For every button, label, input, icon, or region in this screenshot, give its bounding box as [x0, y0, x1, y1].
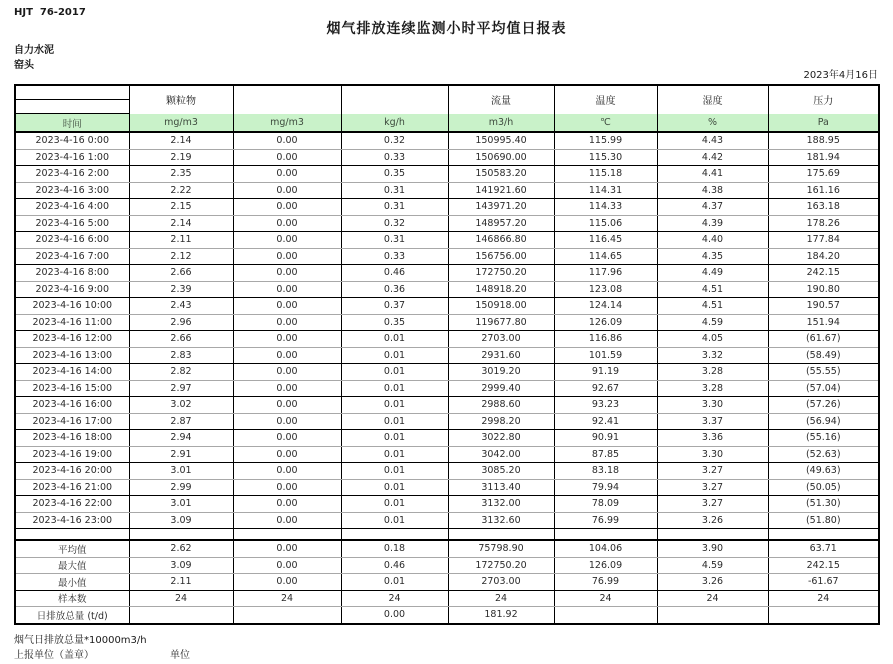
report-date: 2023年4月16日	[803, 70, 878, 81]
table-cell: 2.94	[129, 430, 233, 447]
col-header-flow: 流量	[448, 85, 554, 114]
table-cell: (61.67)	[768, 331, 879, 348]
summary-row	[15, 557, 879, 574]
table-cell: 2023-4-16 2:00	[15, 166, 129, 183]
table-cell: 2.82	[129, 364, 233, 381]
table-cell: 2023-4-16 6:00	[15, 232, 129, 249]
unit-header-row	[15, 114, 879, 133]
table-cell: 24	[768, 590, 879, 607]
table-cell: 0.00	[233, 281, 341, 298]
table-cell: 0.00	[233, 182, 341, 199]
summary-label: 平均值	[15, 540, 129, 557]
footer-note: 烟气日排放总量*10000m3/h	[14, 635, 147, 646]
table-cell: 78.09	[554, 496, 657, 513]
table-cell: 2.35	[129, 166, 233, 183]
summary-label: 样本数	[15, 590, 129, 607]
table-cell: 0.00	[233, 540, 341, 557]
unit-label: 单位	[170, 650, 190, 661]
table-cell: 2.87	[129, 413, 233, 430]
summary-row	[15, 607, 879, 624]
table-cell: 0.01	[341, 364, 448, 381]
table-cell: 116.45	[554, 232, 657, 249]
table-cell: 126.09	[554, 314, 657, 331]
table-cell: 0.00	[233, 557, 341, 574]
table-cell: 2988.60	[448, 397, 554, 414]
table-cell: 0.01	[341, 397, 448, 414]
table-cell: 0.00	[233, 199, 341, 216]
table-row	[15, 166, 879, 183]
table-cell	[233, 607, 341, 624]
table-cell: 4.40	[657, 232, 768, 249]
table-cell: 76.99	[554, 512, 657, 529]
company-name: 自力水泥	[14, 45, 54, 56]
unit-cell: m3/h	[448, 114, 554, 133]
table-cell: 4.42	[657, 149, 768, 166]
table-cell: 2.66	[129, 331, 233, 348]
table-cell: 115.99	[554, 132, 657, 149]
table-cell: 76.99	[554, 574, 657, 591]
table-cell: 3.26	[657, 512, 768, 529]
unit-cell: kg/h	[341, 114, 448, 133]
table-cell: 0.01	[341, 479, 448, 496]
table-cell: 0.00	[233, 463, 341, 480]
table-cell: 0.37	[341, 298, 448, 315]
table-row	[15, 347, 879, 364]
table-cell: 2931.60	[448, 347, 554, 364]
table-cell: (51.80)	[768, 512, 879, 529]
summary-row	[15, 540, 879, 557]
table-cell: 0.00	[233, 430, 341, 447]
col-header-time: 时间	[15, 114, 129, 133]
table-cell: 2023-4-16 12:00	[15, 331, 129, 348]
table-cell: 2.97	[129, 380, 233, 397]
table-cell: 242.15	[768, 265, 879, 282]
table-cell	[129, 607, 233, 624]
table-cell	[15, 85, 129, 100]
table-cell: 2.14	[129, 132, 233, 149]
table-cell: 0.33	[341, 248, 448, 265]
table-row	[15, 397, 879, 414]
table-cell: 3.30	[657, 446, 768, 463]
table-cell: 2023-4-16 7:00	[15, 248, 129, 265]
table-cell: 2998.20	[448, 413, 554, 430]
table-cell: 2023-4-16 21:00	[15, 479, 129, 496]
table-row	[15, 446, 879, 463]
table-row	[15, 413, 879, 430]
table-cell: 2023-4-16 3:00	[15, 182, 129, 199]
table-cell: 2.39	[129, 281, 233, 298]
table-cell: 178.26	[768, 215, 879, 232]
table-cell: 2023-4-16 15:00	[15, 380, 129, 397]
table-cell: 2.91	[129, 446, 233, 463]
table-row	[15, 364, 879, 381]
table-row	[15, 232, 879, 249]
table-cell: 0.31	[341, 199, 448, 216]
table-cell	[768, 607, 879, 624]
table-cell: 0.00	[233, 166, 341, 183]
table-cell: 0.00	[233, 446, 341, 463]
table-cell: 0.01	[341, 512, 448, 529]
table-cell: 2023-4-16 0:00	[15, 132, 129, 149]
table-cell: 2023-4-16 16:00	[15, 397, 129, 414]
table-cell: 2023-4-16 1:00	[15, 149, 129, 166]
table-row	[15, 380, 879, 397]
table-cell: 0.00	[233, 248, 341, 265]
table-cell: 3.09	[129, 512, 233, 529]
table-cell: 2.11	[129, 232, 233, 249]
table-cell: 181.92	[448, 607, 554, 624]
table-cell	[554, 607, 657, 624]
table-cell: 3.28	[657, 380, 768, 397]
table-cell: 2.11	[129, 574, 233, 591]
unit-cell: Pa	[768, 114, 879, 133]
table-cell: 24	[129, 590, 233, 607]
table-cell: 115.06	[554, 215, 657, 232]
table-cell: 4.51	[657, 281, 768, 298]
unit-cell: %	[657, 114, 768, 133]
table-cell: 2.43	[129, 298, 233, 315]
table-cell: 2023-4-16 20:00	[15, 463, 129, 480]
table-cell: 242.15	[768, 557, 879, 574]
table-cell: 163.18	[768, 199, 879, 216]
table-cell: 146866.80	[448, 232, 554, 249]
table-cell: 0.32	[341, 132, 448, 149]
table-cell: 2.12	[129, 248, 233, 265]
table-cell: 0.00	[233, 331, 341, 348]
table-cell: 0.01	[341, 496, 448, 513]
table-cell: (51.30)	[768, 496, 879, 513]
table-cell: 114.31	[554, 182, 657, 199]
table-cell: 0.00	[233, 397, 341, 414]
table-cell: 104.06	[554, 540, 657, 557]
table-cell: 3.28	[657, 364, 768, 381]
page-title: 烟气排放连续监测小时平均值日报表	[326, 21, 567, 37]
table-cell: 0.35	[341, 166, 448, 183]
table-cell: 4.59	[657, 557, 768, 574]
table-cell: 190.57	[768, 298, 879, 315]
table-cell: 143971.20	[448, 199, 554, 216]
table-cell: 141921.60	[448, 182, 554, 199]
table-cell: 3019.20	[448, 364, 554, 381]
table-row	[15, 215, 879, 232]
table-cell: 3085.20	[448, 463, 554, 480]
col-header-particulate: 颗粒物	[129, 85, 233, 114]
table-cell: 114.65	[554, 248, 657, 265]
table-cell: 2023-4-16 22:00	[15, 496, 129, 513]
table-cell: 150918.00	[448, 298, 554, 315]
table-row	[15, 149, 879, 166]
table-cell: 0.01	[341, 430, 448, 447]
table-cell: (55.16)	[768, 430, 879, 447]
table-cell: 115.30	[554, 149, 657, 166]
table-cell: 2023-4-16 10:00	[15, 298, 129, 315]
table-cell: 79.94	[554, 479, 657, 496]
table-cell: 0.00	[233, 265, 341, 282]
col-header-pressure: 压力	[768, 85, 879, 114]
table-cell: 0.01	[341, 446, 448, 463]
table-cell: 24	[657, 590, 768, 607]
table-cell: 0.00	[233, 347, 341, 364]
table-cell: (58.49)	[768, 347, 879, 364]
table-cell: 0.00	[233, 232, 341, 249]
table-cell	[448, 529, 554, 541]
table-row	[15, 199, 879, 216]
table-cell: 0.01	[341, 347, 448, 364]
table-cell: 190.80	[768, 281, 879, 298]
report-unit-label: 上报单位（盖章）	[14, 650, 94, 661]
table-cell: 3.37	[657, 413, 768, 430]
table-cell: 181.94	[768, 149, 879, 166]
summary-row	[15, 574, 879, 591]
table-row	[15, 281, 879, 298]
table-cell: 2023-4-16 17:00	[15, 413, 129, 430]
table-cell: 75798.90	[448, 540, 554, 557]
table-cell: 2.15	[129, 199, 233, 216]
location-name: 窑头	[14, 60, 34, 71]
table-cell: 4.49	[657, 265, 768, 282]
col-header-humidity: 湿度	[657, 85, 768, 114]
table-cell: 2023-4-16 5:00	[15, 215, 129, 232]
table-cell: 184.20	[768, 248, 879, 265]
table-cell	[233, 529, 341, 541]
table-cell: 4.05	[657, 331, 768, 348]
table-cell: 0.00	[233, 132, 341, 149]
table-cell: 2.19	[129, 149, 233, 166]
table-cell	[15, 100, 129, 114]
table-cell	[15, 529, 129, 541]
table-cell: 92.41	[554, 413, 657, 430]
table-cell	[233, 85, 341, 114]
table-cell: 3.27	[657, 479, 768, 496]
table-cell: 117.96	[554, 265, 657, 282]
table-cell: 0.00	[233, 413, 341, 430]
table-cell: 87.85	[554, 446, 657, 463]
table-cell: 4.51	[657, 298, 768, 315]
table-cell: (56.94)	[768, 413, 879, 430]
unit-cell: mg/m3	[129, 114, 233, 133]
table-cell: 0.31	[341, 232, 448, 249]
table-cell: 3132.60	[448, 512, 554, 529]
table-cell: 172750.20	[448, 557, 554, 574]
table-cell: (55.55)	[768, 364, 879, 381]
table-cell: 172750.20	[448, 265, 554, 282]
table-cell: 177.84	[768, 232, 879, 249]
table-cell: 0.01	[341, 574, 448, 591]
table-cell: 4.43	[657, 132, 768, 149]
table-cell: 188.95	[768, 132, 879, 149]
table-cell: 0.32	[341, 215, 448, 232]
table-cell: 2.96	[129, 314, 233, 331]
table-cell: 161.16	[768, 182, 879, 199]
table-cell: 114.33	[554, 199, 657, 216]
table-cell: 2023-4-16 19:00	[15, 446, 129, 463]
table-cell: 4.59	[657, 314, 768, 331]
table-cell: 150690.00	[448, 149, 554, 166]
unit-cell: ℃	[554, 114, 657, 133]
table-cell: (57.26)	[768, 397, 879, 414]
table-cell: 83.18	[554, 463, 657, 480]
table-cell: 148918.20	[448, 281, 554, 298]
table-cell	[657, 529, 768, 541]
table-cell: 3.30	[657, 397, 768, 414]
table-cell: 93.23	[554, 397, 657, 414]
table-cell: 115.18	[554, 166, 657, 183]
table-cell: 2.99	[129, 479, 233, 496]
table-cell: 2999.40	[448, 380, 554, 397]
table-cell: 3.32	[657, 347, 768, 364]
table-row	[15, 314, 879, 331]
table-cell: 24	[233, 590, 341, 607]
table-row	[15, 430, 879, 447]
table-cell: 3.01	[129, 463, 233, 480]
table-cell: (50.05)	[768, 479, 879, 496]
table-cell: 124.14	[554, 298, 657, 315]
table-row	[15, 265, 879, 282]
table-cell: 2023-4-16 9:00	[15, 281, 129, 298]
table-cell: 0.18	[341, 540, 448, 557]
table-cell: 3.27	[657, 496, 768, 513]
table-cell: 3.01	[129, 496, 233, 513]
table-cell: (49.63)	[768, 463, 879, 480]
table-cell	[341, 529, 448, 541]
table-cell: 148957.20	[448, 215, 554, 232]
table-cell: 3.09	[129, 557, 233, 574]
table-cell: 3.26	[657, 574, 768, 591]
table-cell: 0.00	[341, 607, 448, 624]
table-cell: 0.00	[233, 496, 341, 513]
table-cell: 3022.80	[448, 430, 554, 447]
table-cell: 2.83	[129, 347, 233, 364]
table-row	[15, 479, 879, 496]
table-cell: 2023-4-16 8:00	[15, 265, 129, 282]
table-cell: 126.09	[554, 557, 657, 574]
table-row	[15, 298, 879, 315]
table-cell: 91.19	[554, 364, 657, 381]
table-cell: 24	[554, 590, 657, 607]
table-cell: 2023-4-16 4:00	[15, 199, 129, 216]
table-cell: 2703.00	[448, 331, 554, 348]
table-row	[15, 132, 879, 149]
table-cell: 175.69	[768, 166, 879, 183]
summary-row	[15, 590, 879, 607]
table-cell: 2023-4-16 13:00	[15, 347, 129, 364]
spacer-row	[15, 529, 879, 541]
table-cell: 2023-4-16 11:00	[15, 314, 129, 331]
table-cell: 2023-4-16 23:00	[15, 512, 129, 529]
table-cell: 4.38	[657, 182, 768, 199]
table-cell: 0.00	[233, 364, 341, 381]
table-cell: 4.35	[657, 248, 768, 265]
report-table	[14, 84, 880, 625]
table-cell: 3.36	[657, 430, 768, 447]
table-cell: 63.71	[768, 540, 879, 557]
report-table-body	[15, 85, 879, 624]
table-row	[15, 182, 879, 199]
table-cell: 4.41	[657, 166, 768, 183]
table-cell: 3.27	[657, 463, 768, 480]
table-cell: 24	[448, 590, 554, 607]
col-header-temperature: 温度	[554, 85, 657, 114]
table-cell: 3113.40	[448, 479, 554, 496]
table-cell	[341, 85, 448, 114]
group-header-row	[15, 85, 879, 100]
table-cell: 2.22	[129, 182, 233, 199]
table-cell: 150583.20	[448, 166, 554, 183]
table-row	[15, 463, 879, 480]
table-cell: 92.67	[554, 380, 657, 397]
table-cell: 0.46	[341, 557, 448, 574]
table-cell: 119677.80	[448, 314, 554, 331]
table-cell: 0.00	[233, 380, 341, 397]
table-cell: 116.86	[554, 331, 657, 348]
table-cell: 24	[341, 590, 448, 607]
table-cell	[657, 607, 768, 624]
table-cell: 0.00	[233, 479, 341, 496]
table-cell: 0.00	[233, 314, 341, 331]
table-cell: 4.37	[657, 199, 768, 216]
table-cell: 0.31	[341, 182, 448, 199]
table-cell: (52.63)	[768, 446, 879, 463]
table-row	[15, 331, 879, 348]
table-cell: 0.00	[233, 215, 341, 232]
table-cell: 2.14	[129, 215, 233, 232]
table-cell: 0.01	[341, 413, 448, 430]
table-cell: -61.67	[768, 574, 879, 591]
table-cell	[554, 529, 657, 541]
table-cell	[768, 529, 879, 541]
table-cell: 2.62	[129, 540, 233, 557]
table-cell: 0.01	[341, 463, 448, 480]
unit-cell: mg/m3	[233, 114, 341, 133]
table-cell: 3.90	[657, 540, 768, 557]
table-cell: 3042.00	[448, 446, 554, 463]
table-cell: 0.01	[341, 331, 448, 348]
table-cell: 0.46	[341, 265, 448, 282]
table-cell: 2023-4-16 14:00	[15, 364, 129, 381]
summary-label: 最小值	[15, 574, 129, 591]
table-cell: 150995.40	[448, 132, 554, 149]
standard-number: HJT 76-2017	[14, 7, 86, 18]
table-cell: 0.00	[233, 512, 341, 529]
table-cell: 3132.00	[448, 496, 554, 513]
table-cell: 90.91	[554, 430, 657, 447]
table-cell: 123.08	[554, 281, 657, 298]
table-cell: (57.04)	[768, 380, 879, 397]
table-cell: 4.39	[657, 215, 768, 232]
table-cell: 0.01	[341, 380, 448, 397]
table-cell: 0.35	[341, 314, 448, 331]
table-cell: 0.00	[233, 149, 341, 166]
table-cell: 101.59	[554, 347, 657, 364]
table-cell	[129, 529, 233, 541]
table-row	[15, 512, 879, 529]
summary-label: 日排放总量 (t/d)	[15, 607, 129, 624]
table-cell: 156756.00	[448, 248, 554, 265]
table-cell: 0.33	[341, 149, 448, 166]
table-cell: 2703.00	[448, 574, 554, 591]
table-row	[15, 248, 879, 265]
table-cell: 0.00	[233, 574, 341, 591]
table-cell: 3.02	[129, 397, 233, 414]
summary-label: 最大值	[15, 557, 129, 574]
table-cell: 0.00	[233, 298, 341, 315]
table-cell: 151.94	[768, 314, 879, 331]
table-cell: 2023-4-16 18:00	[15, 430, 129, 447]
table-cell: 2.66	[129, 265, 233, 282]
table-row	[15, 496, 879, 513]
table-cell: 0.36	[341, 281, 448, 298]
